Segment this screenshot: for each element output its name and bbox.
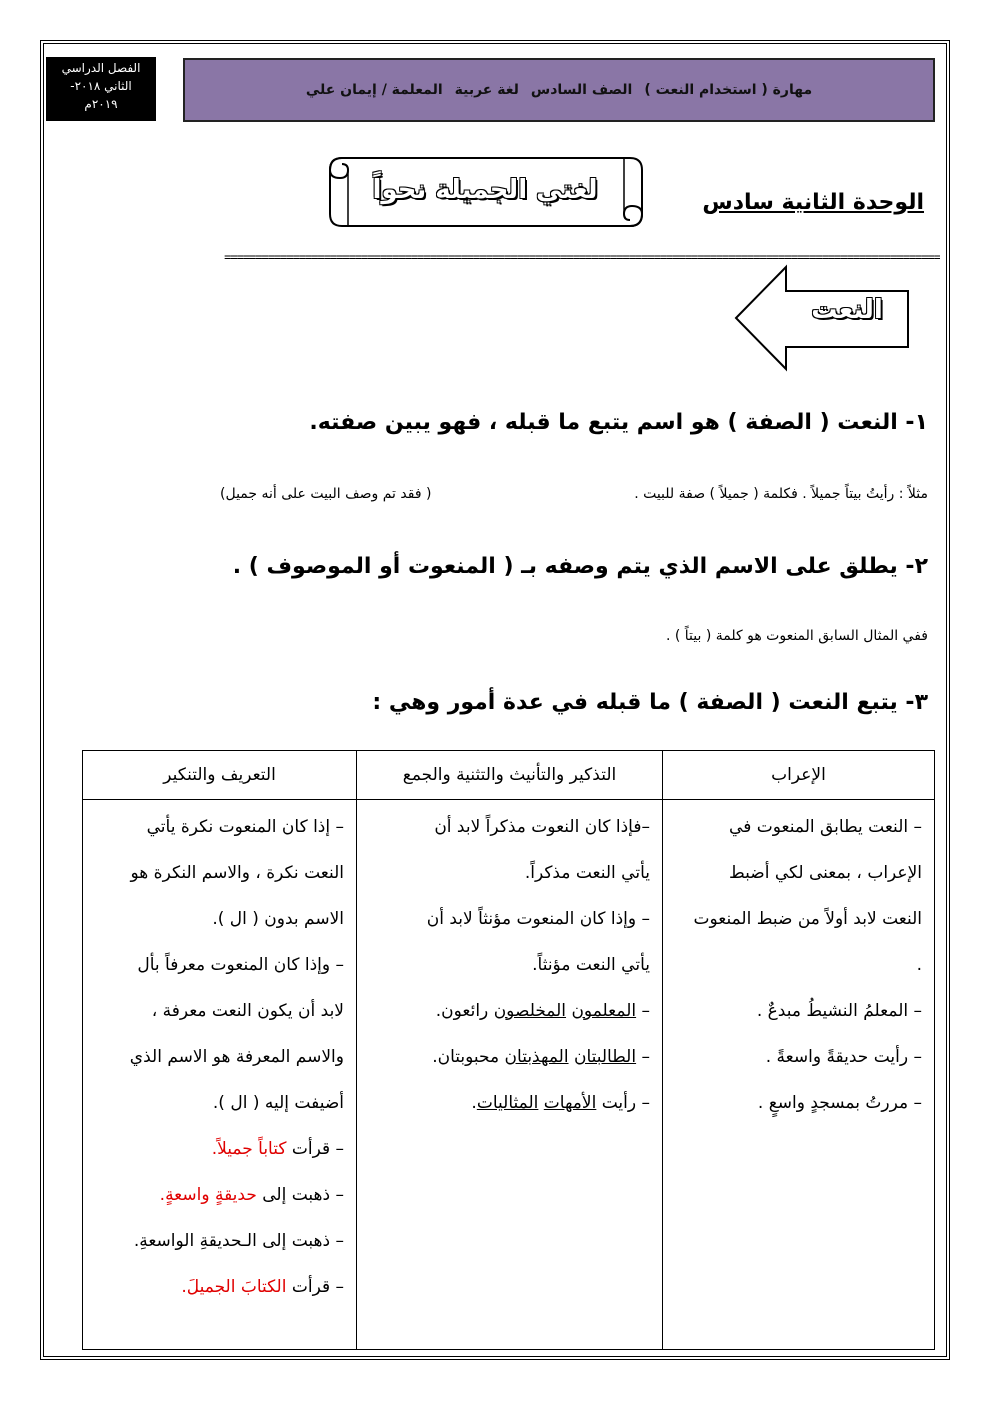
definiteness-example: – قرأت الكتابَ الجميلَ. <box>181 1277 344 1297</box>
parsing-cell <box>663 800 935 1350</box>
gender-example: – المعلمون المخلصون رائعون. <box>435 1001 650 1021</box>
definiteness-cell <box>83 800 357 1350</box>
semester-line-1: الفصل الدراسي <box>61 61 141 75</box>
separator-line: =================================================================================================================== <box>224 250 940 264</box>
rule-2: ٢- يطلق على الاسم الذي يتم وصفه بـ ( المنعوت أو الموصوف ) . <box>232 554 928 579</box>
rule-3: ٣- يتبع النعت ( الصفة ) ما قبله في عدة أمور وهي : <box>372 690 928 715</box>
definiteness-line: لابد أن يكون النعت معرفة ، <box>151 1001 344 1021</box>
definiteness-example: – ذهبت إلى حديقةٍ واسعةٍ. <box>159 1185 344 1205</box>
lesson-title-arrow <box>732 263 912 373</box>
lesson-title: النعت <box>811 295 883 325</box>
parsing-example: – مررتُ بمسجدٍ واسعٍ . <box>757 1093 922 1113</box>
parsing-line: . <box>916 955 922 975</box>
subject-label: لغة عربية <box>454 82 519 98</box>
definiteness-line: الاسم بدون ( ال ). <box>212 909 344 929</box>
header-gender-number: التذكير والتأنيث والتثنية والجمع <box>357 751 663 800</box>
agreement-table <box>82 750 935 1350</box>
example-2: ففي المثال السابق المنعوت هو كلمة ( بيتاً ) . <box>665 628 928 644</box>
skill-label: مهارة ( استخدام النعت ) <box>644 82 813 98</box>
parsing-line: – النعت يطابق المنعوت في <box>729 817 922 837</box>
gender-line: – وإذا كان المنعوت مؤنثاً لابد أن <box>426 909 650 929</box>
definiteness-example: – ذهبت إلى الـحديقةِ الواسعةِ. <box>133 1231 344 1251</box>
book-title-scroll <box>320 148 650 232</box>
example-1: مثلاً : رأيتُ بيتاً جميلاً . فكلمة ( جميلاً ) صفة للبيت . <box>634 486 928 502</box>
definiteness-line: أضيفت إليه ( ال ). <box>212 1093 344 1113</box>
definiteness-line: النعت نكرة ، والاسم النكرة هو <box>130 863 344 883</box>
definiteness-line: – وإذا كان المنعوت معرفاً بأل <box>137 955 344 975</box>
semester-line-3: ٢٠١٩م <box>84 97 118 111</box>
parsing-line: الإعراب ، بمعنى لكي أضبط <box>729 863 922 883</box>
definiteness-line: والاسم المعرفة هو الاسم الذي <box>129 1047 344 1067</box>
parsing-example: – المعلمُ النشيطُ مبدعٌ . <box>756 1001 922 1021</box>
header-parsing: الإعراب <box>663 751 935 800</box>
table-header-row <box>83 751 935 800</box>
grade-label: الصف السادس <box>530 82 633 98</box>
definiteness-example: – قرأت كتاباً جميلاً. <box>211 1139 344 1159</box>
semester-line-2: الثاني ٢٠١٨- <box>70 79 132 93</box>
unit-title: الوحدة الثانية سادس <box>702 190 924 215</box>
definiteness-line: – إذا كان المنعوت نكرة يأتي <box>146 817 344 837</box>
parsing-example: – رأيت حديقةً واسعةً . <box>765 1047 922 1067</box>
parsing-line: النعت لابد أولاً من ضبط المنعوت <box>693 909 922 929</box>
rule-1: ١- النعت ( الصفة ) هو اسم يتبع ما قبله ، فهو يبين صفته. <box>309 410 928 435</box>
gender-example: – الطالبتان المهذبتان محبوبتان. <box>432 1047 650 1067</box>
example-1-note: ( فقد تم وصف البيت على أنه جميل) <box>220 486 432 502</box>
book-title: لغتي الجميلة نحواً <box>372 175 598 205</box>
header-bar <box>183 58 935 122</box>
gender-number-cell <box>357 800 663 1350</box>
gender-line: –فإذا كان النعوت مذكراً لابد أن <box>434 817 650 837</box>
semester-box <box>46 57 156 121</box>
gender-line: يأتي النعت مؤنثاً. <box>532 955 650 975</box>
teacher-label: المعلمة / إيمان علي <box>305 82 443 98</box>
header-definiteness: التعريف والتنكير <box>83 751 357 800</box>
gender-example: – رأيت الأمهات المثاليات. <box>471 1093 650 1113</box>
gender-line: يأتي النعت مذكراً. <box>524 863 650 883</box>
table-body-row <box>83 800 935 1350</box>
